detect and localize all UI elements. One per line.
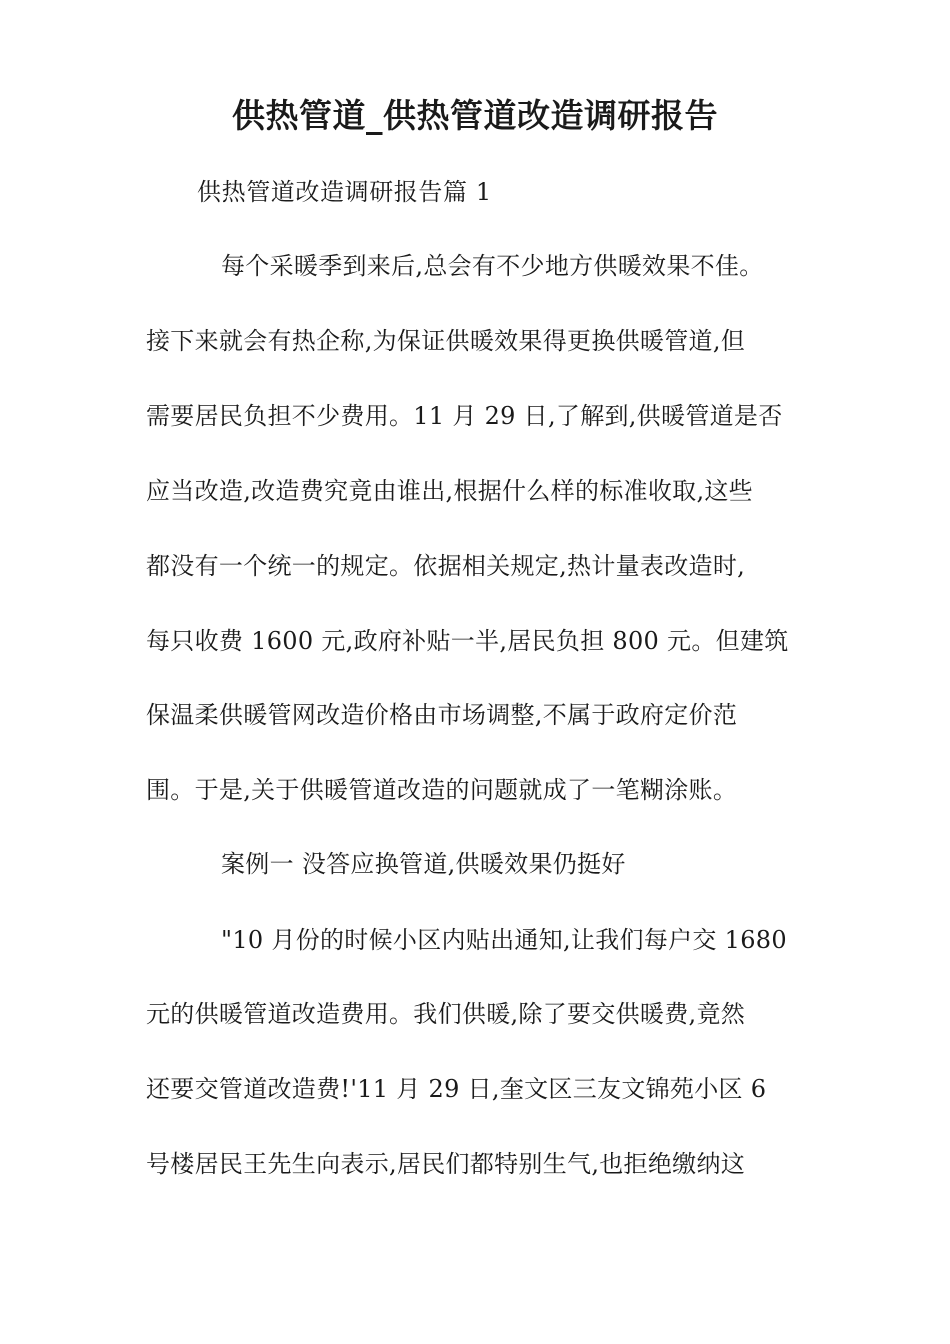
paragraph-line: 需要居民负担不少费用。11 月 29 日,了解到,供暖管道是否 [146, 402, 783, 430]
section-heading: 供热管道改造调研报告篇 1 [197, 178, 492, 206]
document-title: 供热管道_供热管道改造调研报告 [232, 96, 718, 135]
paragraph-line: 元的供暖管道改造费用。我们供暖,除了要交供暖费,竟然 [146, 1000, 746, 1028]
paragraph-line: 每只收费 1600 元,政府补贴一半,居民负担 800 元。但建筑 [146, 627, 789, 655]
paragraph-line: 围。于是,关于供暖管道改造的问题就成了一笔糊涂账。 [146, 776, 738, 804]
paragraph-line: "10 月份的时候小区内贴出通知,让我们每户交 1680 [221, 926, 787, 954]
paragraph-line: 都没有一个统一的规定。依据相关规定,热计量表改造时, [146, 552, 746, 580]
paragraph-line: 应当改造,改造费究竟由谁出,根据什么样的标准收取,这些 [146, 477, 753, 505]
paragraph-line: 保温柔供暖管网改造价格由市场调整,不属于政府定价范 [146, 701, 738, 729]
paragraph-line: 接下来就会有热企称,为保证供暖效果得更换供暖管道,但 [146, 327, 746, 355]
paragraph-line: 每个采暖季到来后,总会有不少地方供暖效果不佳。 [221, 252, 764, 280]
paragraph-line: 号楼居民王先生向表示,居民们都特别生气,也拒绝缴纳这 [146, 1150, 746, 1178]
paragraph-line: 还要交管道改造费!'11 月 29 日,奎文区三友文锦苑小区 6 [146, 1075, 767, 1103]
case-heading: 案例一 没答应换管道,供暖效果仍挺好 [221, 850, 626, 878]
